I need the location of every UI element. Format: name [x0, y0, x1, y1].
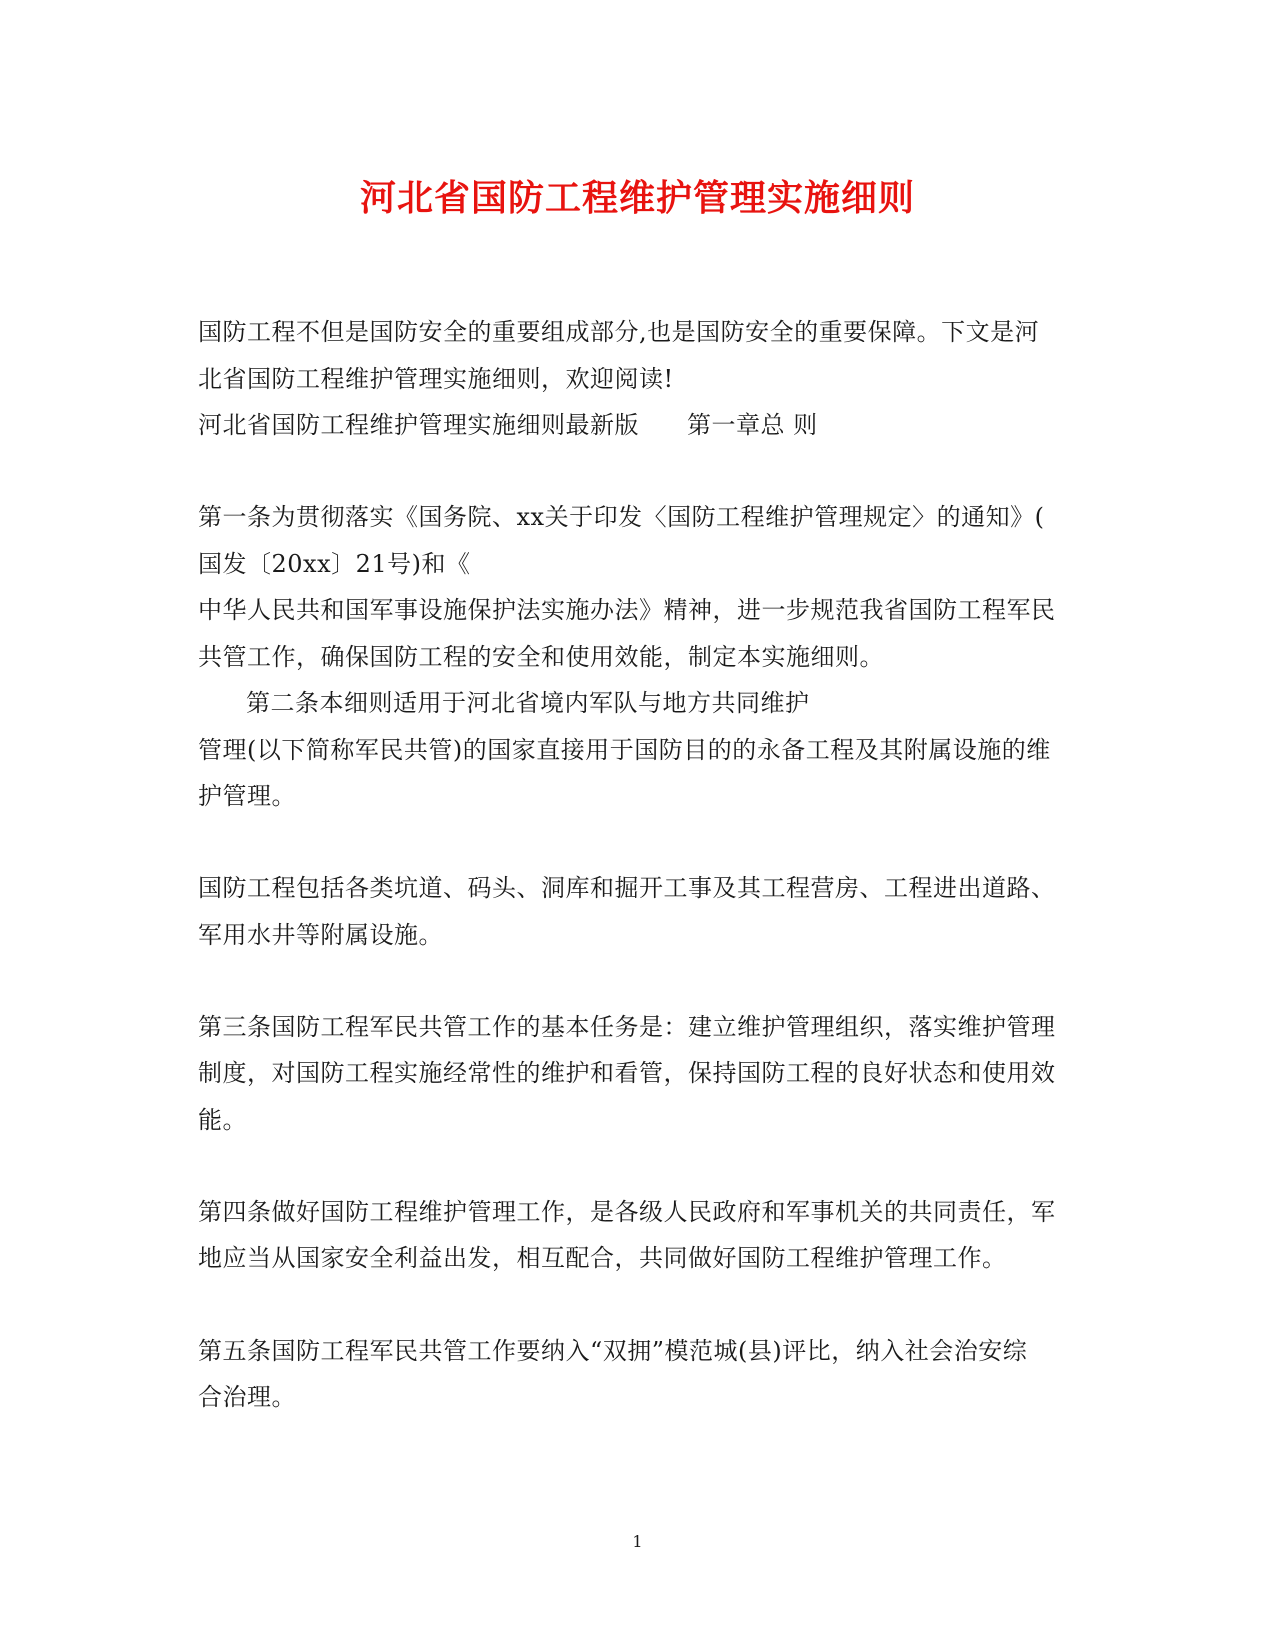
article-3-line-1: 第三条国防工程军民共管工作的基本任务是：建立维护管理组织，落实维护管理 — [198, 1013, 1056, 1041]
intro-line-2: 北省国防工程维护管理实施细则，欢迎阅读! — [198, 365, 674, 393]
article-2-line-1: 第二条本细则适用于河北省境内军队与地方共同维护 — [246, 689, 810, 717]
version-title: 河北省国防工程维护管理实施细则最新版 — [198, 411, 639, 439]
article-1-line-3: 中华人民共和国军事设施保护法实施办法》精神，进一步规范我省国防工程军民 — [198, 596, 1056, 624]
article-2-line-3: 护管理。 — [198, 782, 296, 810]
page-number: 1 — [632, 1532, 643, 1551]
scope-line-1: 国防工程包括各类坑道、码头、洞库和掘开工事及其工程营房、工程进出道路、 — [198, 874, 1056, 902]
article-2-line-2: 管理(以下简称军民共管)的国家直接用于国防目的的永备工程及其附属设施的维 — [198, 736, 1051, 764]
article-1-line-2: 国发〔20xx〕21号)和《 — [198, 550, 471, 578]
article-4-line-2: 地应当从国家安全利益出发，相互配合，共同做好国防工程维护管理工作。 — [198, 1244, 1007, 1272]
scope-line-2: 军用水井等附属设施。 — [198, 921, 443, 949]
document-title: 河北省国防工程维护管理实施细则 — [359, 177, 915, 219]
version-heading — [198, 410, 818, 440]
article-3-line-3: 能。 — [198, 1106, 247, 1134]
article-4-line-1: 第四条做好国防工程维护管理工作，是各级人民政府和军事机关的共同责任，军 — [198, 1198, 1056, 1226]
article-1-line-1: 第一条为贯彻落实《国务院、xx关于印发〈国防工程维护管理规定〉的通知》( — [198, 503, 1045, 531]
article-1-line-4: 共管工作，确保国防工程的安全和使用效能，制定本实施细则。 — [198, 643, 884, 671]
intro-line-1: 国防工程不但是国防安全的重要组成部分,也是国防安全的重要保障。下文是河 — [198, 318, 1040, 346]
chapter-heading: 第一章总 则 — [687, 411, 818, 439]
article-3-line-2: 制度，对国防工程实施经常性的维护和看管，保持国防工程的良好状态和使用效 — [198, 1059, 1056, 1087]
article-5-line-1: 第五条国防工程军民共管工作要纳入“双拥”模范城(县)评比，纳入社会治安综 — [198, 1337, 1028, 1365]
article-5-line-2: 合治理。 — [198, 1383, 296, 1411]
